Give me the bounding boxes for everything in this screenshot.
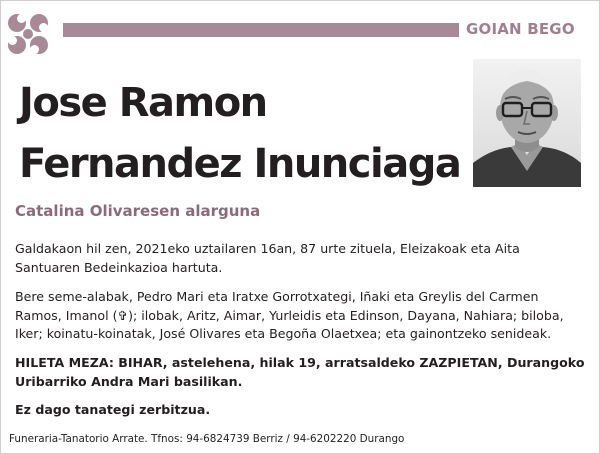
family-paragraph: Bere seme-alabak, Pedro Mari eta Iratxe Gorrotxategi, Iñaki eta Greylis del Carmen Ramos, Imanol (✞); ilobak, Aritz, Aimar, Yurleidis eta Edinson, Dayana, Nahiara; biloba, Iker; koinatu-koinatak, José Olivares eta Begoña Olaetxea; eta gainontzeko senideak. bbox=[15, 289, 564, 341]
header-tag: GOIAN BEGO bbox=[466, 20, 575, 38]
funeral-home-footer: Funeraria-Tanatorio Arrate. Tfnos: 94-6824739 Berriz / 94-6202220 Durango bbox=[9, 433, 405, 445]
lauburu-icon bbox=[4, 10, 52, 58]
header-bar bbox=[63, 23, 459, 37]
funeral-paragraph: HILETA MEZA: BIHAR, astelehena, hilak 19, arratsaldeko ZAZPIETAN, Durangoko Uribarriko Andra Mari basilikan. bbox=[15, 355, 585, 389]
spouse-subtitle: Catalina Olivaresen alarguna bbox=[15, 202, 261, 220]
death-paragraph: Galdakaon hil zen, 2021eko uztailaren 16an, 87 urte zituela, Eleizakoak eta Aita Santuaren Bedeinkazioa hartuta. bbox=[15, 241, 520, 275]
portrait-photo bbox=[473, 59, 581, 187]
note-paragraph: Ez dago tanategi zerbitzua. bbox=[15, 402, 211, 417]
deceased-name-line1: Jose Ramon bbox=[19, 80, 267, 126]
deceased-name-line2: Fernandez Inunciaga bbox=[19, 141, 461, 187]
